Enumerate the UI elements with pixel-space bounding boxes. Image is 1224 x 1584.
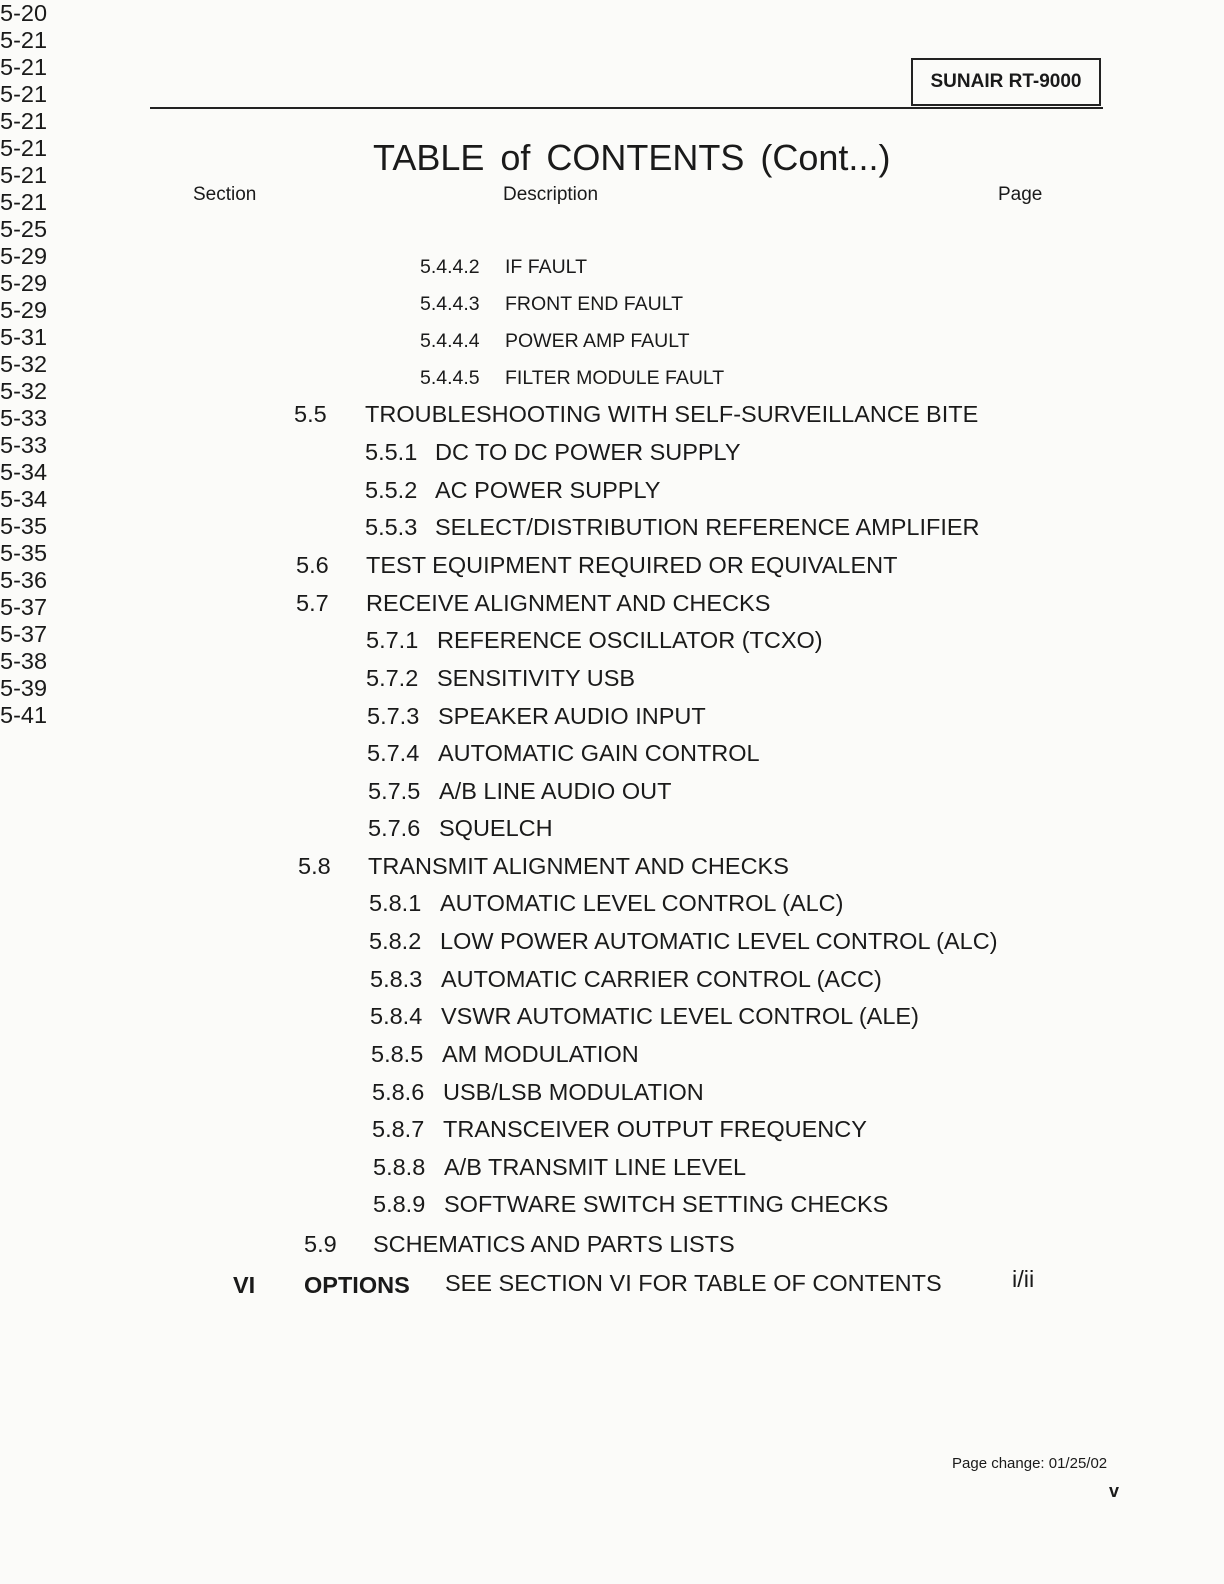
toc-entry-number: 5.8.6 [372,1079,425,1105]
toc-entry-title: A/B TRANSMIT LINE LEVEL [444,1154,747,1180]
toc-entry-number: 5.8 [298,853,331,879]
toc-entry-title: SENSITIVITY USB [437,665,636,691]
toc-entry-title: IF FAULT [505,256,587,278]
toc-entry-page: 5-25 [0,216,48,242]
toc-entry-page: 5-21 [0,54,48,80]
toc-entry-page: 5-36 [0,567,48,593]
toc-entry-page: 5-21 [0,135,48,161]
options-page: i/ii [1012,1266,1035,1292]
toc-entry-page: 5-39 [0,675,48,701]
toc-entry-page: 5-35 [0,513,48,539]
options-label: OPTIONS [304,1272,410,1298]
toc-entry-number: 5.7.2 [366,665,419,691]
column-header-section: Section [193,184,257,205]
toc-entry-number: 5.8.5 [371,1041,424,1067]
toc-entry-page: 5-33 [0,405,48,431]
toc-entry-number: 5.7 [296,590,329,616]
toc-entry-title: AUTOMATIC LEVEL CONTROL (ALC) [440,890,844,916]
toc-entry-title: TRANSMIT ALIGNMENT AND CHECKS [368,853,789,879]
toc-entry-page: 5-21 [0,162,48,188]
toc-entry-page: 5-21 [0,108,48,134]
toc-entry-number: 5.5.3 [365,514,418,540]
toc-entry-page: 5-31 [0,324,48,350]
toc-entry-title: POWER AMP FAULT [505,330,690,352]
toc-entry-page: 5-32 [0,378,48,404]
toc-entry-number: 5.4.4.5 [420,367,480,389]
toc-entry-number: 5.4.4.2 [420,256,480,278]
toc-entry-title: A/B LINE AUDIO OUT [439,778,672,804]
toc-entry-number: 5.7.6 [368,815,421,841]
toc-entry-page: 5-34 [0,459,48,485]
toc-entry-page: 5-29 [0,270,48,296]
options-description: SEE SECTION VI FOR TABLE OF CONTENTS [445,1270,942,1296]
toc-entry-title: SOFTWARE SWITCH SETTING CHECKS [444,1191,889,1217]
model-label: SUNAIR RT-9000 [911,58,1101,106]
page-change-note: Page change: 01/25/02 [952,1455,1108,1472]
toc-entry-page: 5-37 [0,594,48,620]
toc-entry-title: LOW POWER AUTOMATIC LEVEL CONTROL (ALC) [440,928,998,954]
toc-entry-number: 5.7.3 [367,703,420,729]
page-folio: v [1109,1481,1120,1501]
toc-entry-page: 5-33 [0,432,48,458]
column-header-page: Page [998,184,1043,205]
toc-entry-page: 5-29 [0,297,48,323]
toc-entry-page: 5-37 [0,621,48,647]
toc-entry-number: 5.8.4 [370,1003,423,1029]
toc-entry-title: FILTER MODULE FAULT [505,367,725,389]
toc-entry-title: USB/LSB MODULATION [443,1079,704,1105]
toc-entry-title: REFERENCE OSCILLATOR (TCXO) [437,627,823,653]
toc-entry-number: 5.8.7 [372,1116,425,1142]
toc-entry-number: 5.7.5 [368,778,421,804]
toc-entry-title: RECEIVE ALIGNMENT AND CHECKS [366,590,771,616]
toc-entry-page: 5-41 [0,702,48,728]
toc-entry-title: SELECT/DISTRIBUTION REFERENCE AMPLIFIER [435,514,980,540]
options-section-number: VI [233,1272,256,1298]
toc-entry-number: 5.5.2 [365,477,418,503]
toc-entry-number: 5.5.1 [365,439,418,465]
toc-entry-page: 5-20 [0,0,48,26]
toc-entry-number: 5.5 [294,401,327,427]
toc-entry-title: TROUBLESHOOTING WITH SELF-SURVEILLANCE BITE [365,401,979,427]
toc-entry-number: 5.6 [296,552,329,578]
toc-entry-title: AUTOMATIC CARRIER CONTROL (ACC) [441,966,882,992]
toc-entry-page: 5-38 [0,648,48,674]
toc-entry-number: 5.8.3 [370,966,423,992]
toc-entry-number: 5.4.4.4 [420,330,480,352]
toc-entry-title: SPEAKER AUDIO INPUT [438,703,706,729]
toc-entry-title: DC TO DC POWER SUPPLY [435,439,741,465]
toc-entry-number: 5.7.4 [367,740,420,766]
toc-entry-title: FRONT END FAULT [505,293,684,315]
toc-entry-title: SQUELCH [439,815,553,841]
column-header-description: Description [503,184,599,205]
toc-entry-page: 5-21 [0,27,48,53]
toc-entry-title: SCHEMATICS AND PARTS LISTS [373,1231,735,1257]
toc-entry-number: 5.8.8 [373,1154,426,1180]
toc-entry-title: TRANSCEIVER OUTPUT FREQUENCY [443,1116,867,1142]
toc-entry-page: 5-29 [0,243,48,269]
toc-entry-number: 5.8.1 [369,890,422,916]
header-rule [150,107,1103,109]
toc-entry-number: 5.8.2 [369,928,422,954]
toc-entry-title: AM MODULATION [442,1041,639,1067]
toc-entry-page: 5-32 [0,351,48,377]
toc-entry-page: 5-21 [0,189,48,215]
toc-entry-page: 5-34 [0,486,48,512]
toc-entry-number: 5.7.1 [366,627,419,653]
toc-entry-title: TEST EQUIPMENT REQUIRED OR EQUIVALENT [366,552,898,578]
toc-entry-page: 5-21 [0,81,48,107]
toc-entry-title: AC POWER SUPPLY [435,477,661,503]
toc-entry-title: VSWR AUTOMATIC LEVEL CONTROL (ALE) [441,1003,919,1029]
toc-entry-number: 5.9 [304,1231,337,1257]
toc-entry-number: 5.4.4.3 [420,293,480,315]
toc-entry-title: AUTOMATIC GAIN CONTROL [438,740,760,766]
page-title: TABLE of CONTENTS (Cont...) [373,137,891,178]
toc-entry-page: 5-35 [0,540,48,566]
toc-entry-number: 5.8.9 [373,1191,426,1217]
